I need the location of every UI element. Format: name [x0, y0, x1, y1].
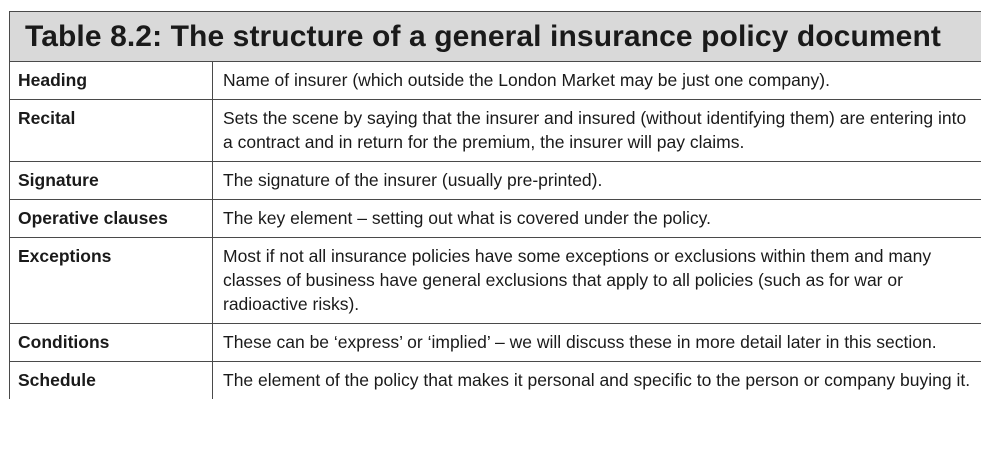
table-row: [10, 162, 981, 200]
row-description-signature: The signature of the insurer (usually pre-printed).: [213, 162, 981, 200]
row-description-operative-clauses: The key element – setting out what is covered under the policy.: [213, 200, 981, 238]
row-description-recital: Sets the scene by saying that the insurer and insured (without identifying them) are entering into a contract and in return for the premium, the insurer will pay claims.: [213, 100, 981, 162]
structure-table: [9, 62, 981, 399]
row-description-heading: Name of insurer (which outside the London Market may be just one company).: [213, 62, 981, 100]
row-label-heading: Heading: [10, 62, 213, 100]
row-description-conditions: These can be ‘express’ or ‘implied’ – we will discuss these in more detail later in this section.: [213, 324, 981, 362]
table-row: [10, 200, 981, 238]
table-title: Table 8.2: The structure of a general insurance policy document: [25, 19, 941, 53]
row-label-exceptions: Exceptions: [10, 238, 213, 324]
table-row: [10, 324, 981, 362]
row-label-signature: Signature: [10, 162, 213, 200]
policy-structure-table: [9, 11, 981, 399]
table-row: [10, 362, 981, 400]
table-title-bar: [9, 11, 981, 62]
row-label-schedule: Schedule: [10, 362, 213, 400]
row-description-schedule: The element of the policy that makes it personal and specific to the person or company buying it.: [223, 370, 971, 390]
table-row: [10, 62, 981, 100]
row-label-operative-clauses: Operative clauses: [10, 200, 213, 238]
row-description-exceptions: Most if not all insurance policies have some exceptions or exclusions within them and many classes of business have general exclusions that apply to all policies (such as for war or radioactive risks).: [213, 238, 981, 324]
row-label-conditions: Conditions: [10, 324, 213, 362]
row-label-recital: Recital: [10, 100, 213, 162]
table-row: [10, 100, 981, 162]
table-row: [10, 238, 981, 324]
